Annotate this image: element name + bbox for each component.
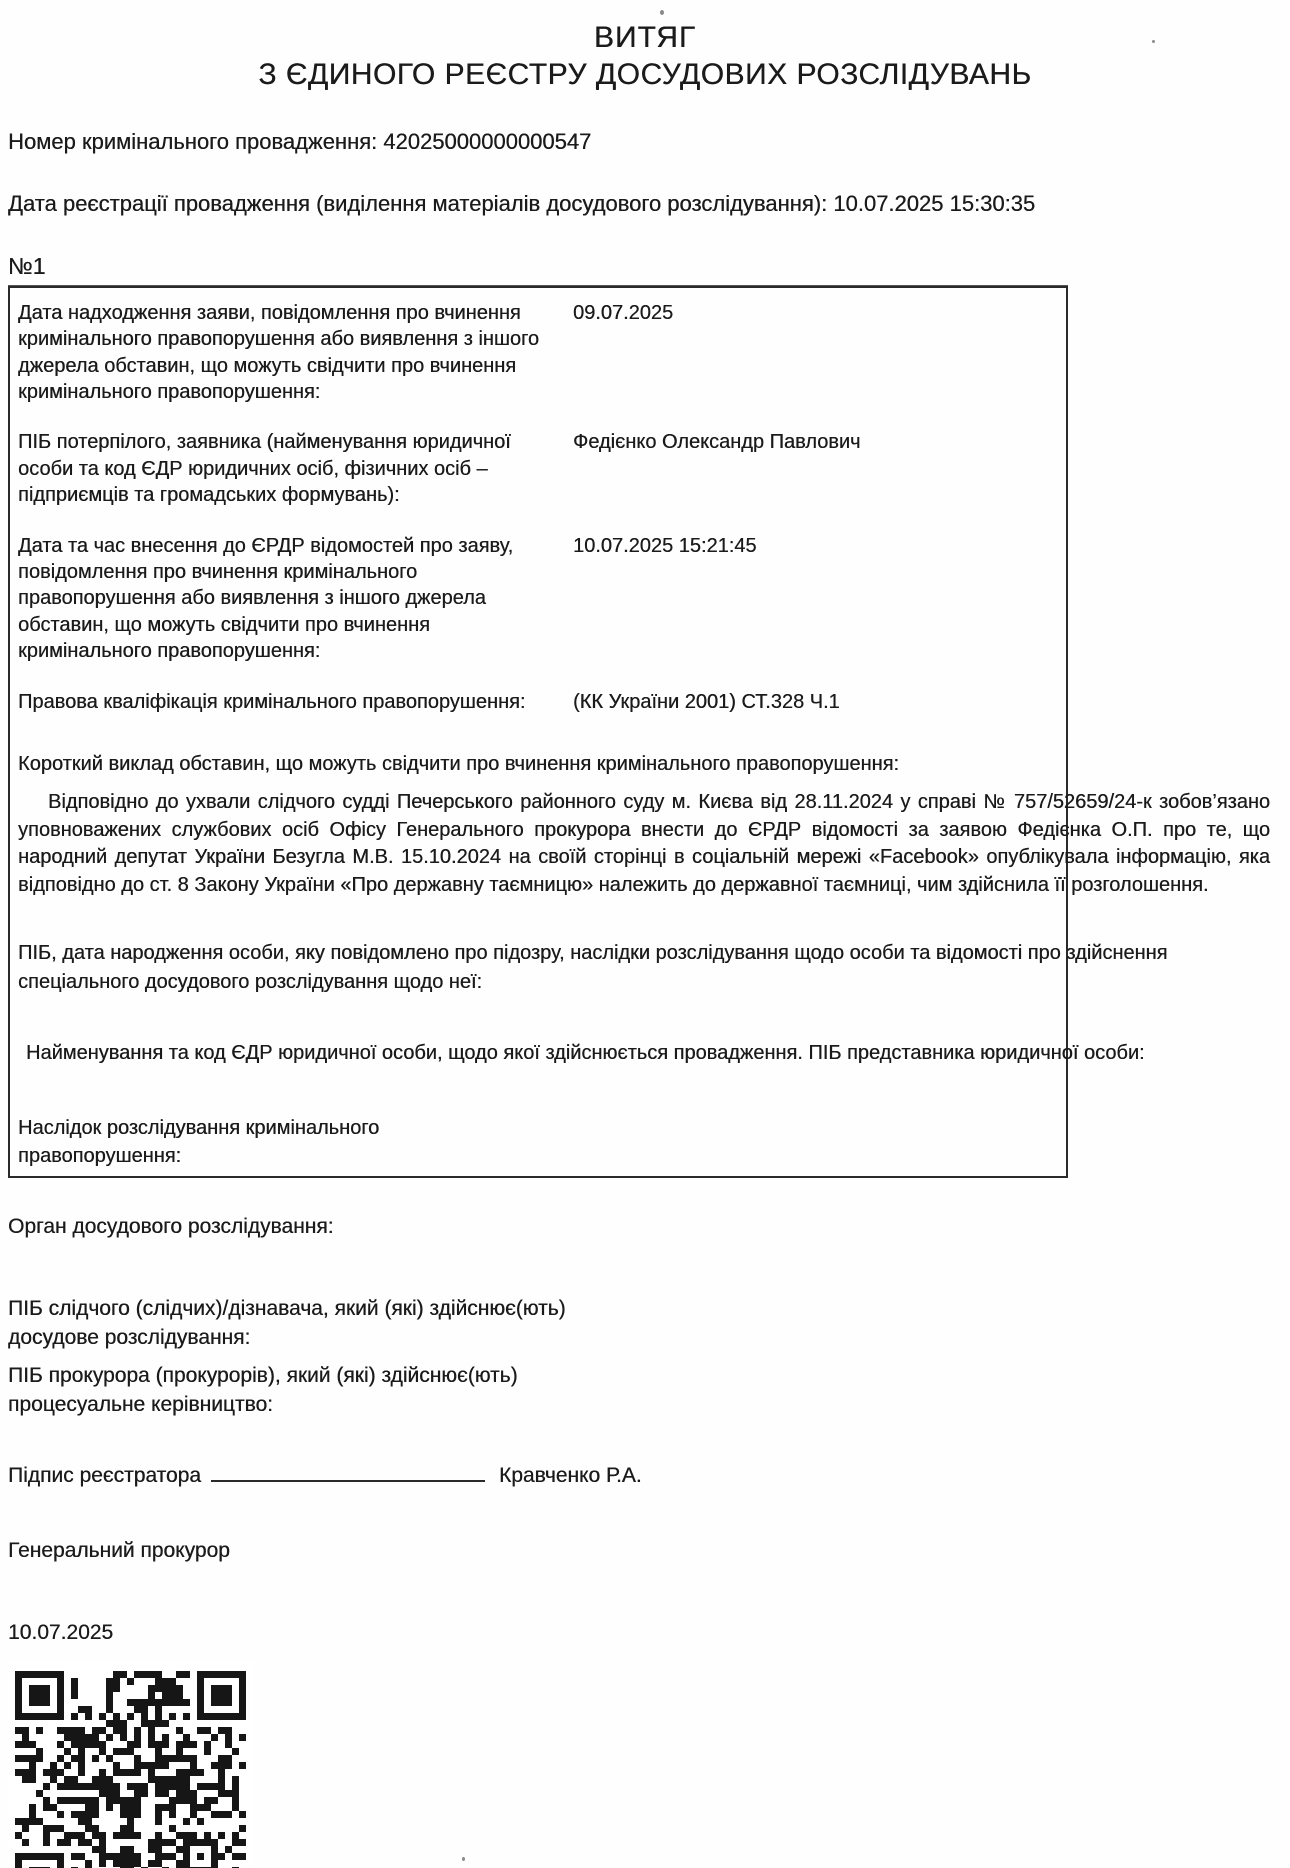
table-row (18, 300, 1058, 406)
table-row (18, 429, 1058, 508)
qr-code-container (8, 1661, 1282, 1868)
row-label-erdr-entry: Дата та час внесення до ЄРДР відомостей про заяву, повідомлення про вчинення кримінального правопорушення або виявлення з іншого джерела обставин, що можуть свідчити про вчинення кримінального правопорушення: (18, 534, 514, 663)
qr-code (8, 1661, 253, 1868)
scan-speck (1152, 40, 1155, 43)
summary-text: Відповідно до ухвали слідчого судді Печерського районного суду м. Києва від 28.11.2024 у справі № 757/52659/24-к зобов’язано уповноважених службових осіб Офісу Генерального прокурора внести до ЄРДР відомості за заявою Федієнка О.П. про те, що народний депутат України Безугла М.В. 15.10.2024 на своїй сторінці в соціальній мережі «Facebook» опублікувала інформацію, яка відповідно до ст. 8 Закону України «Про державну таємницю» належить до державної таємниці, чим здійснила її розголошення. (18, 790, 1270, 896)
investigation-outcome-label: Наслідок розслідування кримінального правопорушення: (18, 1117, 380, 1168)
table-row (18, 689, 1058, 715)
document-title (0, 0, 1290, 93)
registrar-name: Кравченко Р.А. (498, 1464, 642, 1488)
title-line-1: ВИТЯГ (593, 21, 697, 54)
record-number: №1 (8, 252, 46, 279)
investigation-body-label: Орган досудового розслідування: (8, 1215, 334, 1239)
record-table (8, 286, 1270, 1178)
case-number-line: Номер кримінального провадження: 42025000000000547 (8, 129, 592, 155)
row-value-intake-date: 09.07.2025 (573, 301, 674, 324)
prosecutor-label: ПІБ прокурора (прокурорів), який (які) здійснює(ють) процесуальне керівництво: (8, 1363, 518, 1416)
signature-row (8, 1459, 1282, 1488)
title-line-2: З ЄДИНОГО РЕЄСТРУ ДОСУДОВИХ РОЗСЛІДУВАНЬ (258, 57, 1032, 91)
investigator-label: ПІБ слідчого (слідчих)/дізнавача, який (які) здійснює(ють) досудове розслідування: (8, 1296, 566, 1350)
registrar-title: Генеральний прокурор (8, 1539, 230, 1563)
row-label-intake-date: Дата надходження заяви, повідомлення про вчинення кримінального правопорушення або виявлення з іншого джерела обставин, що можуть свідчити про вчинення кримінального правопорушення: (18, 301, 539, 404)
signature-label: Підпис реєстратора (8, 1464, 201, 1488)
registration-date-line: Дата реєстрації провадження (виділення матеріалів досудового розслідування): 10.07.2025 15:30:35 (8, 191, 1036, 217)
summary-label: Короткий виклад обставин, що можуть свідчити про вчинення кримінального правопорушення: (18, 752, 899, 775)
document-date: 10.07.2025 (8, 1620, 114, 1644)
row-label-legal-qualification: Правова кваліфікація кримінального правопорушення: (18, 690, 526, 713)
row-value-victim-name: Федієнко Олександр Павлович (573, 431, 861, 454)
scan-speck (462, 1857, 465, 1861)
document-meta (0, 129, 1290, 280)
signature-blank-line (211, 1459, 485, 1482)
scan-speck (660, 10, 664, 15)
row-value-legal-qualification: (КК України 2001) СТ.328 Ч.1 (573, 690, 840, 713)
row-label-victim-name: ПІБ потерпілого, заявника (найменування юридичної особи та код ЄДР юридичних осіб, фізичних осіб – підприємців та громадських формувань): (18, 431, 511, 507)
suspect-info-label: ПІБ, дата народження особи, яку повідомлено про підозру, наслідки розслідування щодо особи та відомості про здійснення спеціального досудового розслідування щодо неї: (18, 942, 1168, 994)
document-footer (0, 1212, 1290, 1868)
table-row (18, 533, 1058, 665)
legal-entity-label: Найменування та код ЄДР юридичної особи, щодо якої здійснюється провадження. ПІБ представника юридичної особи: (26, 1042, 1145, 1065)
row-value-erdr-entry: 10.07.2025 15:21:45 (573, 534, 757, 557)
